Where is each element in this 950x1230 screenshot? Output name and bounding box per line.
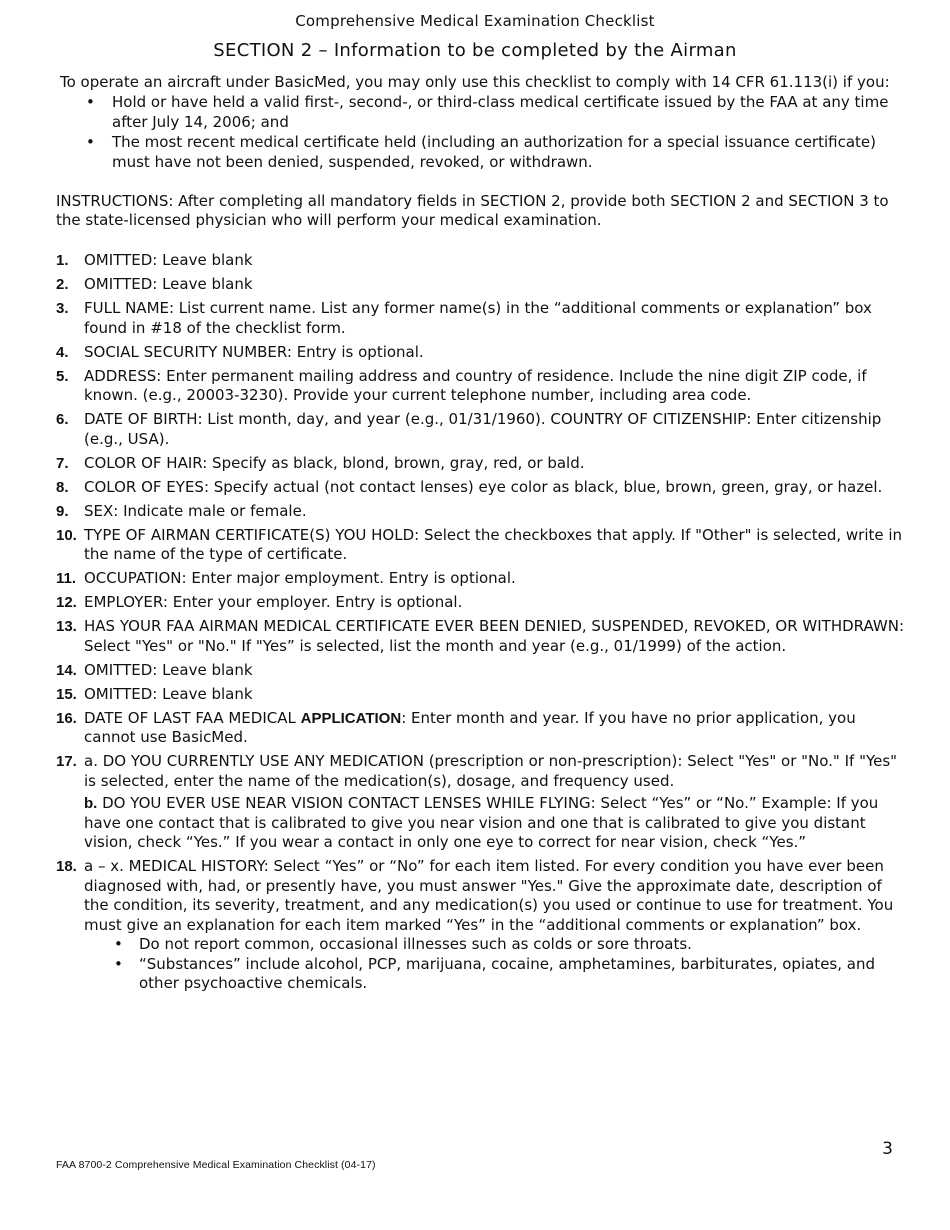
item-number: 16. [56,709,77,727]
item-text: COLOR OF HAIR: Specify as black, blond, brown, gray, red, or bald. [84,453,585,472]
item-text: COLOR OF EYES: Specify actual (not contact lenses) eye color as black, blue, brown, green, gray, or hazel. [84,477,883,496]
item-text: SOCIAL SECURITY NUMBER: Entry is optional. [84,342,424,361]
item-text: a. DO YOU CURRENTLY USE ANY MEDICATION (prescription or non-prescription): Select "Yes" or "No." If "Yes" is selected, enter the name of the medication(s), dosage, and frequency used. [84,752,898,790]
item-number: 9. [56,502,69,520]
intro-block [60,72,910,172]
document-title: Comprehensive Medical Examination Checklist [295,12,655,30]
item-text-emphasis: APPLICATION [300,709,402,727]
instruction-item-4 [56,343,906,363]
note-bullet: • Do not report common, occasional illnesses such as colds or sore throats. [84,935,906,955]
item-text: EMPLOYER: Enter your employer. Entry is optional. [84,593,463,611]
item-number: 4. [56,343,69,361]
item-text: OCCUPATION: Enter major employment. Entry is optional. [84,569,516,587]
item-text: SEX: Indicate male or female. [84,501,307,520]
item-text: a – x. MEDICAL HISTORY: Select “Yes” or “No” for each item listed. For every condition you have ever been diagnosed with, had, or presently have, you must answer "Yes." Give the approximate date, description of the condition, its severity, treatment, and any medication(s) you used or continue to use for treatment. You must give an explanation for each item marked “Yes” in the “additional comments or explanation” box. [84,857,894,934]
instruction-item-13 [56,617,906,656]
instruction-item-6 [56,410,906,449]
eligibility-bullet: • The most recent medical certificate held (including an authorization for a special issuance certificate) must have not been denied, suspended, revoked, or withdrawn. [60,132,910,172]
item-number: 5. [56,367,69,385]
instruction-item-2 [56,275,906,295]
instruction-item-8 [56,478,906,498]
item-number: 14. [56,661,77,679]
instruction-item-17 [56,752,906,853]
item-text: TYPE OF AIRMAN CERTIFICATE(S) YOU HOLD: Select the checkboxes that apply. If "Other" is selected, write in the name of the type of certificate. [84,525,903,563]
instruction-item-5 [56,367,906,406]
item-text: OMITTED: Leave blank [84,275,253,293]
intro-lead-text: To operate an aircraft under BasicMed, you may only use this checklist to comply with 14 CFR 61.113(i) if you: [60,73,890,91]
instruction-item-18 [56,857,906,994]
instruction-item-16 [56,709,906,748]
item-number: 12. [56,594,77,611]
item-text: OMITTED: Leave blank [84,251,253,269]
item-number: 17. [56,753,77,770]
item-number: 13. [56,618,77,635]
item-number: 1. [56,252,69,269]
item-number: 18. [56,858,77,875]
instruction-item-14 [56,661,906,681]
instruction-item-1 [56,251,906,271]
instructions-paragraph: INSTRUCTIONS: After completing all mandatory fields in SECTION 2, provide both SECTION 2 and SECTION 3 to the state-licensed physician who will perform your medical examination. [56,192,889,229]
form-footer: FAA 8700-2 Comprehensive Medical Examination Checklist (04-17) [56,1159,376,1171]
item-number: 2. [56,276,69,293]
item-number: 15. [56,685,77,703]
item-text-lead: DATE OF LAST FAA MEDICAL [84,708,301,727]
instruction-item-3 [56,299,906,338]
eligibility-list [60,92,910,172]
item-number: 3. [56,300,69,317]
item-text: FULL NAME: List current name. List any former name(s) in the “additional comments or explanation” box found in #18 of the checklist form. [84,299,872,337]
section-title: SECTION 2 – Information to be completed by the Airman [213,40,737,61]
item-text-rest: : Enter month and year. If you have no prior application, you cannot use BasicMed. [84,708,856,746]
item-number: 11. [56,570,77,587]
sub-item-text: DO YOU EVER USE NEAR VISION CONTACT LENSES WHILE FLYING: Select “Yes” or “No.” Example: If you have one contact that is calibrated to give you near vision and one that is calibrated to give you distant vision, check “Yes.” If you wear a contact in only one eye to correct for near vision, check “Yes.” [84,794,879,851]
page-number: 3 [882,1139,893,1159]
instruction-item-7 [56,454,906,474]
item-number: 10. [56,526,77,544]
item-number: 8. [56,478,69,496]
item-text: OMITTED: Leave blank [84,684,253,703]
item-number: 7. [56,454,69,472]
instruction-item-10 [56,526,906,565]
sub-item-label: b. [84,795,98,812]
note-bullet: • “Substances” include alcohol, PCP, marijuana, cocaine, amphetamines, barbiturates, opiates, and other psychoactive chemicals. [84,955,906,994]
item-text: ADDRESS: Enter permanent mailing address and country of residence. Include the nine digit ZIP code, if known. (e.g., 20003-3230). Provide your current telephone number, including area code. [84,366,867,404]
item-text: HAS YOUR FAA AIRMAN MEDICAL CERTIFICATE EVER BEEN DENIED, SUSPENDED, REVOKED, OR WITHDRAWN: Select "Yes" or "No." If "Yes” is selected, list the month and year (e.g., 01/1999) of the action. [84,617,905,655]
instruction-item-11 [56,569,906,589]
item-number: 6. [56,411,69,428]
item-17b [84,794,906,853]
medical-history-notes [84,935,906,994]
eligibility-bullet: • Hold or have held a valid first-, second-, or third-class medical certificate issued by the FAA at any time after July 14, 2006; and [60,92,910,132]
instruction-item-12 [56,593,906,613]
instruction-item-9 [56,502,906,522]
instruction-items-list [56,251,906,998]
instruction-item-15 [56,685,906,705]
item-text: OMITTED: Leave blank [84,660,253,679]
item-text: DATE OF BIRTH: List month, day, and year (e.g., 01/31/1960). COUNTRY OF CITIZENSHIP: Enter citizenship (e.g., USA). [84,410,882,448]
